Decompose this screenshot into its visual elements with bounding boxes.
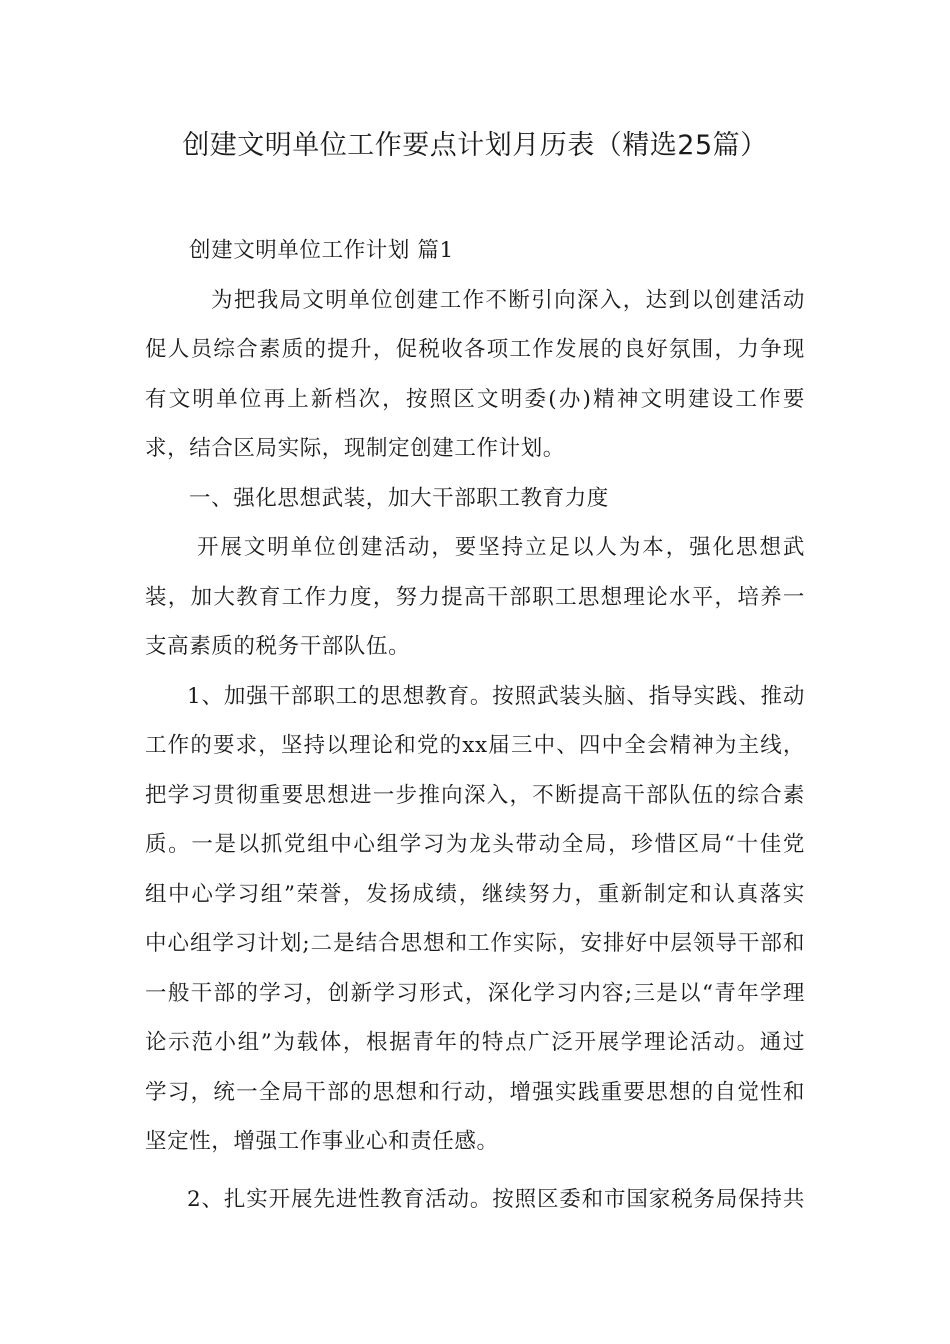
- paragraph-line: 组中心学习组”荣誉，发扬成绩，继续努力，重新制定和认真落实: [145, 881, 805, 907]
- paragraph-line: 支高素质的税务干部队伍。: [145, 634, 411, 659]
- paragraph-line: 有文明单位再上新档次，按照区文明委(办)精神文明建设工作要: [145, 386, 805, 412]
- paragraph-item-2: [145, 1175, 805, 1225]
- paragraph-line: 质。一是以抓党组中心组学习为龙头带动全局，珍惜区局“十佳党: [145, 832, 805, 857]
- paragraph-line: 为把我局文明单位创建工作不断引向深入，达到以创建活动: [211, 287, 805, 313]
- section-heading: 创建文明单位工作计划 篇1: [189, 238, 454, 263]
- paragraph-line: 一般干部的学习，创新学习形式，深化学习内容;三是以“青年学理: [145, 980, 805, 1006]
- paragraph-line: 促人员综合素质的提升，促税收各项工作发展的良好氛围，力争现: [145, 337, 805, 362]
- document-body: [145, 226, 805, 1224]
- paragraph-line: 装，加大教育工作力度，努力提高干部职工思想理论水平，培养一: [145, 584, 805, 610]
- paragraph-line: 中心组学习计划;二是结合思想和工作实际，安排好中层领导干部和: [145, 931, 805, 956]
- paragraph-line: 论示范小组”为载体，根据青年的特点广泛开展学理论活动。通过: [145, 1030, 805, 1055]
- paragraph-item-1: [145, 672, 805, 1167]
- paragraph-education: [145, 523, 805, 672]
- paragraph-intro: [145, 276, 805, 474]
- subheading-1: [145, 474, 805, 524]
- paragraph-line: 开展文明单位创建活动，要坚持立足以人为本，强化思想武: [197, 535, 805, 560]
- paragraph-line: 工作的要求，坚持以理论和党的xx届三中、四中全会精神为主线，: [145, 733, 805, 758]
- paragraph-line: 学习，统一全局干部的思想和行动，增强实践重要思想的自觉性和: [145, 1079, 805, 1105]
- paragraph-spacer: [145, 1167, 805, 1175]
- paragraph-line: 求，结合区局实际，现制定创建工作计划。: [145, 436, 565, 461]
- paragraph-line: 2、扎实开展先进性教育活动。按照区委和市国家税务局保持共: [187, 1186, 805, 1212]
- paragraph-line: 把学习贯彻重要思想进一步推向深入，不断提高干部队伍的综合素: [145, 782, 805, 808]
- paragraph-line: 1、加强干部职工的思想教育。按照武装头脑、指导实践、推动: [187, 683, 805, 709]
- paragraph-line: 坚定性，增强工作事业心和责任感。: [145, 1129, 499, 1154]
- paragraph-line: 一、强化思想武装，加大干部职工教育力度: [189, 485, 609, 511]
- document-title: 创建文明单位工作要点计划月历表（精选25篇）: [182, 130, 768, 161]
